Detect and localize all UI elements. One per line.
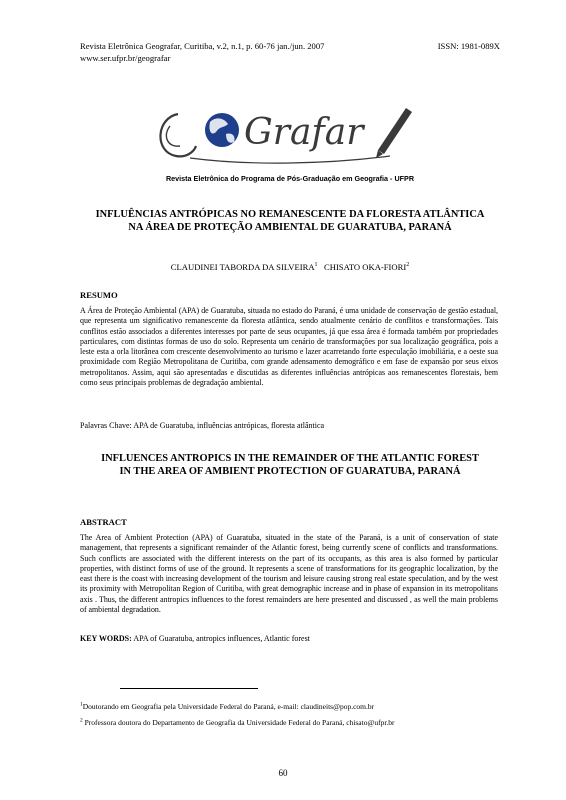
key-words-list: APA of Guaratuba, antropics influences, Atlantic forest [131, 634, 310, 643]
footnote-divider [120, 688, 258, 689]
key-words [80, 634, 498, 643]
pen-icon [378, 108, 412, 154]
resumo-heading: RESUMO [80, 290, 118, 300]
author-1: CLAUDINEI TABORDA DA SILVEIRA [170, 262, 315, 272]
footnote-2-mark: 2 [80, 717, 83, 724]
abstract-heading: ABSTRACT [80, 517, 127, 527]
logo-subtitle: Revista Eletrônica do Programa de Pós-Graduação em Geografia - UFPR [165, 174, 415, 183]
journal-url[interactable]: www.ser.ufpr.br/geografar [80, 53, 171, 63]
page-number: 60 [278, 768, 288, 778]
footnote-1-text: Doutorando em Geografia pela Universidade Federal do Paraná, e-mail: claudineits@pop.com.br [82, 702, 375, 711]
resumo-text: A Área de Proteção Ambiental (APA) de Guaratuba, situada no estado do Paraná, é uma unidade de conservação de gestão estadual, que representa um significativo remanescente da floresta atlântica, sendo atualmente cenário de conflitos e transformações. Tais conflitos estão associados a diferentes interesses por parte de seus ocupantes, já que essa área é formada também por propriedades particulares, com distintas formas de uso do solo. Representa um cenário de transformações por sua localização geográfica, pois a leste esta a orla litorânea com crescente desenvolvimento ao turismo e lazer acarretando forte especulação imobiliária, e a oeste sua proximidade com Região Metropolitana de Curitiba, com grande adensamento demográfico e em fase de expansão por seus eixos metropolitanos. Assim, aqui são apresentadas e discutidas as diferentes influências antrópicas aos remanescentes florestais, bem como seus principais problemas de degradação ambiental. [80, 306, 498, 388]
author-line [80, 262, 500, 272]
geografar-logo [150, 96, 420, 168]
footnote-2 [80, 718, 500, 727]
article-title-pt: INFLUÊNCIAS ANTRÓPICAS NO REMANESCENTE DA FLORESTA ATLÂNTICA NA ÁREA DE PROTEÇÃO AMBIENTAL DE GUARATUBA, PARANÁ [95, 209, 485, 233]
logo-wordmark: Grafar [244, 112, 364, 153]
abstract-text: The Area of Ambient Protection (APA) of Guaratuba, situated in the state of the Paraná, is a unit of conservation of state management, that represents a significant remainder of the Atlantic forest, being currently scene of conflicts and transformations. Such conflicts are associated with the different interests on the part of its occupants, as this area is also formed by particular properties, with distinct forms of use of the ground. It represents a scene of transformations for its geographic localization, by the east there is the coast with increasing development of the tourism and leisure causing strong real estate speculation, and by the west its proximity with Metropolitan Region of Curitiba, with great demographic increase and in phase of expansion in its metropolitans axis . Thus, the different antropics influences to the forest remainders are here presented and discussed , as well the main problems of ambiental degradation. [80, 533, 498, 615]
footnote-1-mark: 1 [80, 701, 83, 708]
issn: ISSN: 1981-089X [437, 41, 500, 51]
key-words-label: KEY WORDS: [80, 634, 132, 643]
author-2: CHISATO OKA-FIORI [324, 262, 407, 272]
footnote-1 [80, 702, 500, 711]
author-2-footnote-mark[interactable]: 2 [406, 262, 410, 269]
footnote-2-text: Professora doutora do Departamento de Geografia da Universidade Federal do Paraná, chisato@ufpr.br [82, 718, 395, 727]
article-title-en: INFLUENCES ANTROPICS IN THE REMAINDER OF THE ATLANTIC FOREST IN THE AREA OF AMBIENT PROTECTION OF GUARATUBA, PARANÁ [101, 453, 479, 477]
palavras-chave: Palavras Chave: APA de Guaratuba, influências antrópicas, floresta atlântica [80, 421, 325, 430]
author-1-footnote-mark[interactable]: 1 [314, 262, 318, 269]
running-header [80, 40, 500, 64]
journal-citation: Revista Eletrônica Geografar, Curitiba, v.2, n.1, p. 60-76 jan./jun. 2007 [80, 41, 325, 51]
